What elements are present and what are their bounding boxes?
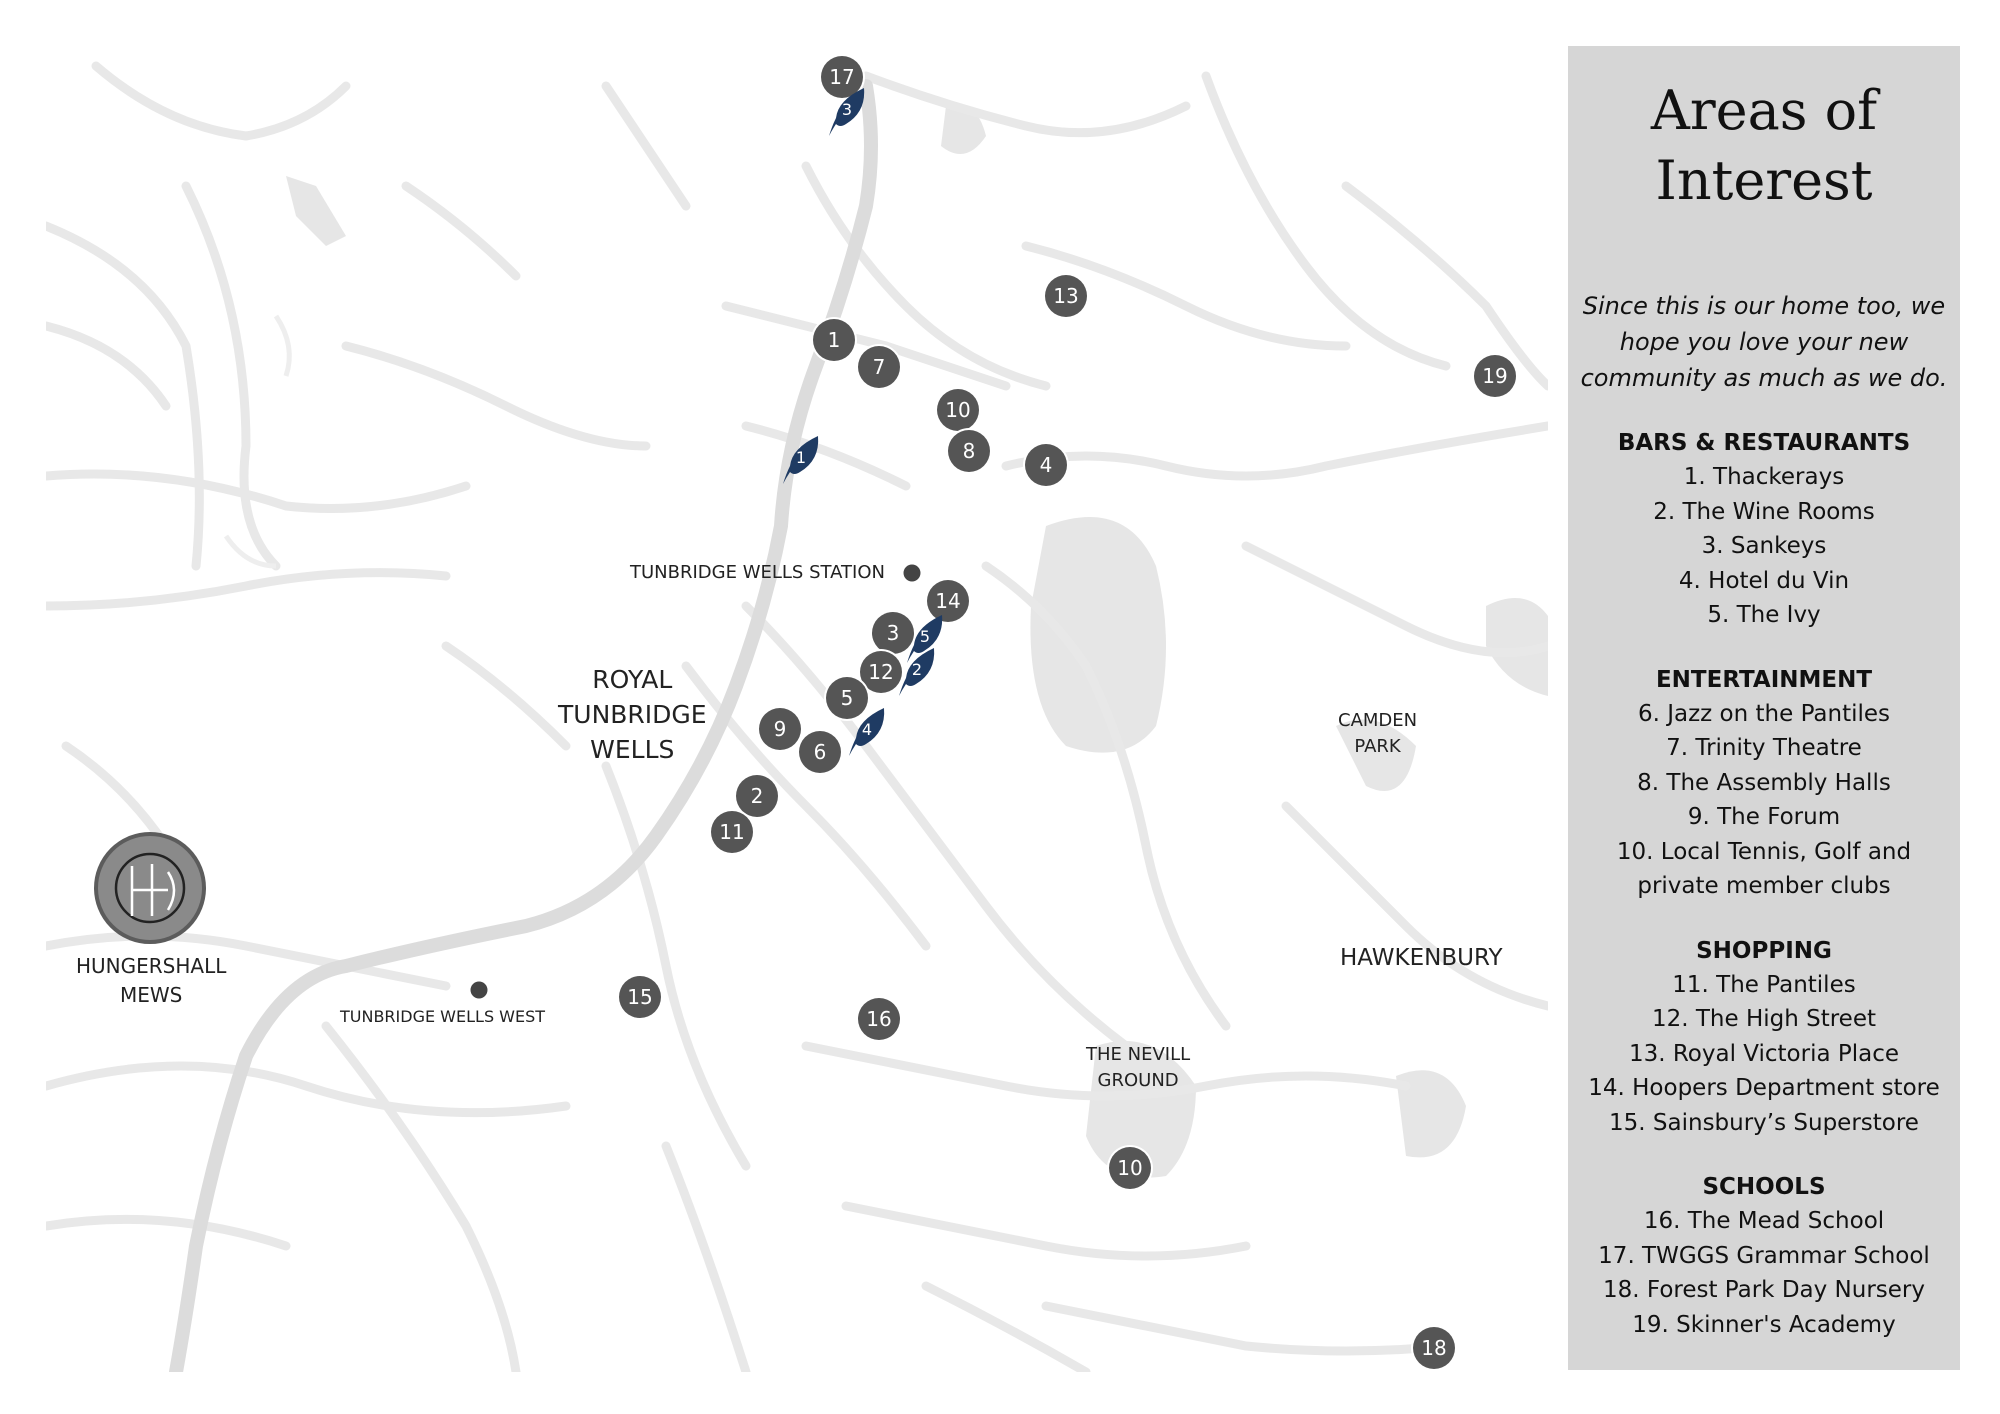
list-item: private member clubs	[1637, 873, 1891, 899]
section-heading: ENTERTAINMENT	[1655, 666, 1873, 693]
marker-9[interactable]: 9	[759, 708, 801, 750]
list-item: 16. The Mead School	[1643, 1208, 1885, 1234]
list-item: 14. Hoopers Department store	[1588, 1075, 1940, 1101]
marker-4[interactable]: 4	[1025, 444, 1067, 486]
marker-7[interactable]: 7	[858, 346, 900, 388]
marker-12[interactable]: 12	[860, 651, 902, 693]
list-item: 7. Trinity Theatre	[1666, 735, 1862, 761]
list-item: 18. Forest Park Day Nursery	[1603, 1277, 1925, 1303]
list-item: 11. The Pantiles	[1672, 971, 1856, 998]
marker-19[interactable]: 19	[1474, 355, 1516, 397]
marker-2[interactable]: 2	[736, 775, 778, 817]
marker-18[interactable]: 18	[1413, 1327, 1455, 1369]
list-item: 6. Jazz on the Pantiles	[1637, 700, 1891, 727]
section-bars-restaurants	[1568, 426, 1960, 633]
road-network	[46, 46, 1548, 1372]
list-item: 13. Royal Victoria Place	[1628, 1040, 1900, 1067]
place-label-camden-park: CAMDEN PARK	[1338, 710, 1418, 757]
marker-13[interactable]: 13	[1045, 275, 1087, 317]
leaf-marker-3[interactable]: 3	[826, 86, 866, 138]
marker-10-north[interactable]: 10	[937, 389, 979, 431]
station-dot	[904, 565, 921, 582]
section-shopping	[1568, 934, 1960, 1141]
list-item: 15. Sainsbury’s Superstore	[1609, 1109, 1919, 1136]
leaf-marker-5[interactable]: 5	[904, 613, 944, 665]
marker-16[interactable]: 16	[858, 998, 900, 1040]
leaf-marker-4[interactable]: 4	[846, 706, 886, 758]
marker-17[interactable]: 17	[821, 56, 863, 98]
list-item: 2. The Wine Rooms	[1653, 498, 1875, 525]
marker-15[interactable]: 15	[619, 976, 661, 1018]
list-item: 5. The Ivy	[1707, 602, 1821, 628]
marker-14[interactable]: 14	[927, 580, 969, 622]
list-item: 9. The Forum	[1687, 804, 1841, 830]
place-label-royal-tunbridge-wells: ROYAL TUNBRIDGE WELLS	[558, 665, 707, 764]
marker-1[interactable]: 1	[813, 319, 855, 361]
place-label-hungershall-mews: HUNGERSHALL MEWS	[76, 954, 227, 1007]
section-heading: SHOPPING	[1696, 937, 1832, 964]
section-schools	[1568, 1170, 1960, 1342]
list-item: 19. Skinner's Academy	[1632, 1311, 1896, 1338]
list-item: 1. Thackerays	[1683, 464, 1845, 490]
areas-of-interest-panel	[1568, 46, 1960, 1370]
place-label-hawkenbury: HAWKENBURY	[1340, 945, 1503, 971]
list-item: 3. Sankeys	[1701, 533, 1827, 559]
marker-11[interactable]: 11	[711, 811, 753, 853]
place-label-nevill-ground: THE NEVILL GROUND	[1086, 1044, 1191, 1091]
panel-intro: Since this is our home too, we hope you love your new community as much as we do.	[1580, 292, 1948, 392]
leaf-marker-2[interactable]: 2	[896, 646, 936, 698]
leaf-marker-1[interactable]: 1	[780, 434, 820, 486]
section-entertainment	[1568, 663, 1960, 904]
list-item: 12. The High Street	[1651, 1006, 1877, 1032]
area-map[interactable]	[46, 46, 1548, 1372]
section-heading: SCHOOLS	[1702, 1174, 1826, 1200]
marker-6[interactable]: 6	[799, 731, 841, 773]
place-label-station-west: TUNBRIDGE WELLS WEST	[340, 1007, 546, 1026]
list-item: 8. The Assembly Halls	[1637, 769, 1891, 796]
marker-3[interactable]: 3	[872, 612, 914, 654]
hungershall-mews-logo[interactable]	[94, 832, 206, 944]
list-item: 17. TWGGS Grammar School	[1598, 1242, 1930, 1269]
list-item: 10. Local Tennis, Golf and	[1616, 838, 1912, 865]
place-label-station: TUNBRIDGE WELLS STATION	[630, 562, 885, 583]
marker-10-south[interactable]: 10	[1109, 1147, 1151, 1189]
hungershall-monogram-icon	[98, 836, 202, 940]
station-west-dot	[471, 982, 488, 999]
list-item: 4. Hotel du Vin	[1678, 567, 1850, 594]
marker-5[interactable]: 5	[826, 677, 868, 719]
panel-title: Areas of Interest	[1650, 79, 1878, 212]
section-heading: BARS & RESTAURANTS	[1617, 430, 1911, 456]
marker-8[interactable]: 8	[948, 430, 990, 472]
